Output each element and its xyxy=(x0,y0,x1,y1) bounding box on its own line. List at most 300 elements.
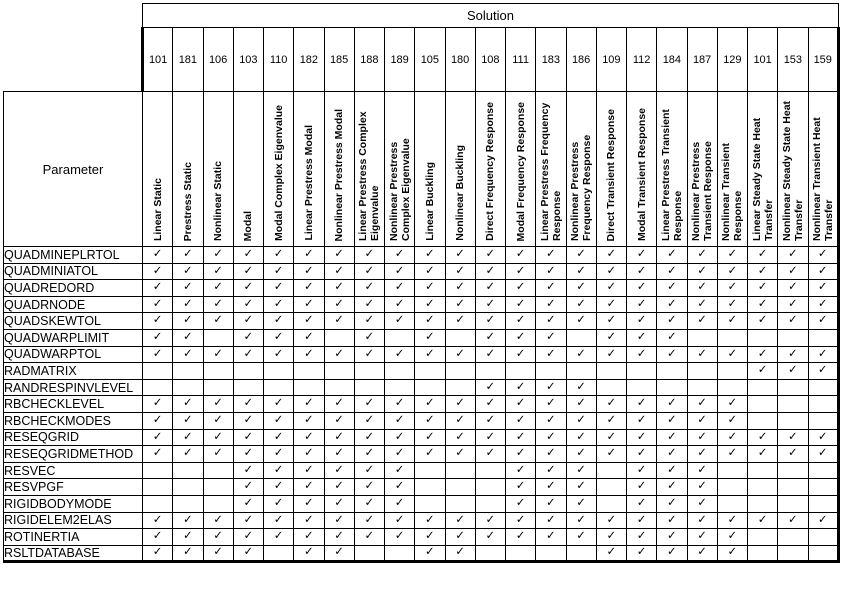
parameter-name: RIGIDELEM2ELAS xyxy=(4,512,143,529)
solution-name-label: Nonlinear Transient Response xyxy=(720,142,745,241)
empty-cell xyxy=(294,379,324,396)
check-cell: ✓ xyxy=(415,512,445,529)
corner-spacer xyxy=(4,4,143,28)
empty-cell xyxy=(445,462,475,479)
check-cell: ✓ xyxy=(233,446,263,463)
check-cell: ✓ xyxy=(203,512,233,529)
solution-name-cell xyxy=(778,92,808,247)
empty-cell xyxy=(173,479,203,496)
empty-cell xyxy=(233,363,263,380)
check-cell: ✓ xyxy=(233,346,263,363)
check-cell: ✓ xyxy=(233,396,263,413)
group-header-row xyxy=(4,4,839,28)
check-cell: ✓ xyxy=(748,247,778,264)
check-cell: ✓ xyxy=(717,529,747,546)
check-cell: ✓ xyxy=(264,280,294,297)
solution-name-label: Linear Static xyxy=(151,177,164,241)
check-cell: ✓ xyxy=(566,429,596,446)
check-cell: ✓ xyxy=(717,296,747,313)
check-cell: ✓ xyxy=(717,313,747,330)
check-cell: ✓ xyxy=(173,446,203,463)
check-cell: ✓ xyxy=(354,247,384,264)
empty-cell xyxy=(808,329,839,346)
check-cell: ✓ xyxy=(415,412,445,429)
check-cell: ✓ xyxy=(566,462,596,479)
check-cell: ✓ xyxy=(294,313,324,330)
empty-cell xyxy=(415,379,445,396)
check-cell: ✓ xyxy=(264,296,294,313)
check-cell: ✓ xyxy=(415,529,445,546)
check-cell: ✓ xyxy=(566,296,596,313)
empty-cell xyxy=(203,479,233,496)
check-cell: ✓ xyxy=(627,280,657,297)
parameter-name: QUADWARPTOL xyxy=(4,346,143,363)
parameter-name: QUADWARPLIMIT xyxy=(4,329,143,346)
check-cell: ✓ xyxy=(566,379,596,396)
solution-name-cell xyxy=(354,92,384,247)
solution-name-label: Modal Complex Eigenvalue xyxy=(272,105,285,241)
check-cell: ✓ xyxy=(203,446,233,463)
check-cell: ✓ xyxy=(808,263,839,280)
parameter-name: RBCHECKLEVEL xyxy=(4,396,143,413)
solution-name-label: Modal Frequency Response xyxy=(514,101,527,241)
empty-cell xyxy=(748,479,778,496)
empty-cell xyxy=(445,379,475,396)
solution-code: 101 xyxy=(143,28,173,92)
check-cell: ✓ xyxy=(173,396,203,413)
check-cell: ✓ xyxy=(566,529,596,546)
check-cell: ✓ xyxy=(536,313,566,330)
check-cell: ✓ xyxy=(233,263,263,280)
check-cell: ✓ xyxy=(596,247,626,264)
check-cell: ✓ xyxy=(354,495,384,512)
solution-name-label: Linear Prestress Modal xyxy=(302,125,315,241)
empty-cell xyxy=(717,329,747,346)
check-cell: ✓ xyxy=(264,247,294,264)
solution-name-cell xyxy=(687,92,717,247)
check-cell: ✓ xyxy=(536,396,566,413)
check-cell: ✓ xyxy=(475,247,505,264)
check-cell: ✓ xyxy=(536,247,566,264)
empty-cell xyxy=(717,379,747,396)
check-cell: ✓ xyxy=(143,247,173,264)
empty-cell xyxy=(445,363,475,380)
parameter-row xyxy=(4,446,839,463)
solution-group-header: Solution xyxy=(143,4,839,28)
parameter-name: RADMATRIX xyxy=(4,363,143,380)
solution-name-cell xyxy=(566,92,596,247)
empty-cell xyxy=(203,495,233,512)
check-cell: ✓ xyxy=(717,263,747,280)
check-cell: ✓ xyxy=(173,247,203,264)
solution-name-cell xyxy=(748,92,778,247)
check-cell: ✓ xyxy=(687,512,717,529)
solution-name-label: Nonlinear Prestress Transient Response xyxy=(690,141,715,241)
check-cell: ✓ xyxy=(596,329,626,346)
check-cell: ✓ xyxy=(354,329,384,346)
empty-cell xyxy=(294,363,324,380)
check-cell: ✓ xyxy=(475,379,505,396)
solution-name-cell xyxy=(717,92,747,247)
check-cell: ✓ xyxy=(233,462,263,479)
check-cell: ✓ xyxy=(385,512,415,529)
solution-name-cell xyxy=(324,92,354,247)
check-cell: ✓ xyxy=(687,446,717,463)
empty-cell xyxy=(566,329,596,346)
check-cell: ✓ xyxy=(717,280,747,297)
empty-cell xyxy=(717,363,747,380)
check-cell: ✓ xyxy=(748,363,778,380)
solution-name-label: Nonlinear Prestress Frequency Response xyxy=(569,134,594,241)
check-cell: ✓ xyxy=(264,412,294,429)
check-cell: ✓ xyxy=(536,495,566,512)
check-cell: ✓ xyxy=(506,329,536,346)
check-cell: ✓ xyxy=(445,247,475,264)
empty-cell xyxy=(475,363,505,380)
parameter-name: RIGIDBODYMODE xyxy=(4,495,143,512)
solution-code: 185 xyxy=(324,28,354,92)
check-cell: ✓ xyxy=(385,396,415,413)
check-cell: ✓ xyxy=(264,495,294,512)
check-cell: ✓ xyxy=(294,429,324,446)
check-cell: ✓ xyxy=(143,313,173,330)
check-cell: ✓ xyxy=(264,263,294,280)
check-cell: ✓ xyxy=(627,346,657,363)
check-cell: ✓ xyxy=(475,412,505,429)
check-cell: ✓ xyxy=(596,313,626,330)
check-cell: ✓ xyxy=(354,429,384,446)
check-cell: ✓ xyxy=(717,446,747,463)
check-cell: ✓ xyxy=(143,263,173,280)
check-cell: ✓ xyxy=(657,263,687,280)
parameter-name: RBCHECKMODES xyxy=(4,412,143,429)
check-cell: ✓ xyxy=(294,296,324,313)
check-cell: ✓ xyxy=(385,412,415,429)
check-cell: ✓ xyxy=(385,446,415,463)
check-cell: ✓ xyxy=(566,263,596,280)
check-cell: ✓ xyxy=(233,412,263,429)
check-cell: ✓ xyxy=(415,247,445,264)
check-cell: ✓ xyxy=(203,296,233,313)
check-cell: ✓ xyxy=(294,263,324,280)
check-cell: ✓ xyxy=(627,512,657,529)
empty-cell xyxy=(506,545,536,562)
check-cell: ✓ xyxy=(264,529,294,546)
check-cell: ✓ xyxy=(627,495,657,512)
check-cell: ✓ xyxy=(627,263,657,280)
empty-cell xyxy=(415,363,445,380)
solution-code: 184 xyxy=(657,28,687,92)
parameter-name: ROTINERTIA xyxy=(4,529,143,546)
check-cell: ✓ xyxy=(324,529,354,546)
check-cell: ✓ xyxy=(324,280,354,297)
check-cell: ✓ xyxy=(415,263,445,280)
solution-name-cell xyxy=(808,92,839,247)
parameter-row xyxy=(4,495,839,512)
solution-code: 111 xyxy=(506,28,536,92)
solution-name-label: Nonlinear Static xyxy=(212,161,225,241)
parameter-row xyxy=(4,280,839,297)
empty-cell xyxy=(748,462,778,479)
empty-cell xyxy=(536,363,566,380)
empty-cell xyxy=(657,363,687,380)
solution-name-label: Linear Steady State Heat Transfer xyxy=(750,117,775,241)
check-cell: ✓ xyxy=(778,280,808,297)
check-cell: ✓ xyxy=(294,396,324,413)
check-cell: ✓ xyxy=(506,263,536,280)
solution-code: 108 xyxy=(475,28,505,92)
empty-cell xyxy=(475,479,505,496)
empty-cell xyxy=(475,462,505,479)
check-cell: ✓ xyxy=(203,263,233,280)
check-cell: ✓ xyxy=(687,263,717,280)
check-cell: ✓ xyxy=(294,247,324,264)
check-cell: ✓ xyxy=(233,495,263,512)
solution-name-label: Modal Transient Response xyxy=(635,107,648,241)
check-cell: ✓ xyxy=(354,479,384,496)
check-cell: ✓ xyxy=(687,412,717,429)
solution-name-cell xyxy=(657,92,687,247)
check-cell: ✓ xyxy=(324,479,354,496)
parameter-row xyxy=(4,247,839,264)
solution-parameter-matrix xyxy=(3,3,840,563)
empty-cell xyxy=(203,379,233,396)
check-cell: ✓ xyxy=(203,529,233,546)
check-cell: ✓ xyxy=(627,529,657,546)
check-cell: ✓ xyxy=(385,346,415,363)
check-cell: ✓ xyxy=(445,512,475,529)
empty-cell xyxy=(808,379,839,396)
check-cell: ✓ xyxy=(415,346,445,363)
check-cell: ✓ xyxy=(385,462,415,479)
empty-cell xyxy=(687,379,717,396)
check-cell: ✓ xyxy=(143,412,173,429)
parameter-name: QUADRNODE xyxy=(4,296,143,313)
check-cell: ✓ xyxy=(445,296,475,313)
check-cell: ✓ xyxy=(627,462,657,479)
check-cell: ✓ xyxy=(264,512,294,529)
empty-cell xyxy=(324,363,354,380)
check-cell: ✓ xyxy=(233,545,263,562)
parameter-name: RESVPGF xyxy=(4,479,143,496)
empty-cell xyxy=(748,379,778,396)
solution-code: 159 xyxy=(808,28,839,92)
empty-cell xyxy=(385,545,415,562)
check-cell: ✓ xyxy=(264,446,294,463)
check-cell: ✓ xyxy=(506,412,536,429)
solution-name-cell xyxy=(203,92,233,247)
empty-cell xyxy=(778,495,808,512)
check-cell: ✓ xyxy=(475,529,505,546)
check-cell: ✓ xyxy=(687,396,717,413)
check-cell: ✓ xyxy=(173,545,203,562)
check-cell: ✓ xyxy=(778,429,808,446)
check-cell: ✓ xyxy=(717,512,747,529)
empty-cell xyxy=(778,462,808,479)
check-cell: ✓ xyxy=(445,263,475,280)
solution-code: 183 xyxy=(536,28,566,92)
empty-cell xyxy=(415,462,445,479)
check-cell: ✓ xyxy=(415,446,445,463)
check-cell: ✓ xyxy=(596,446,626,463)
check-cell: ✓ xyxy=(506,313,536,330)
solution-code: 129 xyxy=(717,28,747,92)
parameter-row xyxy=(4,479,839,496)
empty-cell xyxy=(354,545,384,562)
check-cell: ✓ xyxy=(748,446,778,463)
check-cell: ✓ xyxy=(627,313,657,330)
check-cell: ✓ xyxy=(475,512,505,529)
check-cell: ✓ xyxy=(354,512,384,529)
parameter-row xyxy=(4,263,839,280)
check-cell: ✓ xyxy=(808,247,839,264)
empty-cell xyxy=(203,462,233,479)
check-cell: ✓ xyxy=(294,346,324,363)
check-cell: ✓ xyxy=(173,263,203,280)
parameter-row xyxy=(4,462,839,479)
check-cell: ✓ xyxy=(627,446,657,463)
empty-cell xyxy=(748,396,778,413)
check-cell: ✓ xyxy=(687,346,717,363)
check-cell: ✓ xyxy=(596,296,626,313)
empty-cell xyxy=(808,396,839,413)
check-cell: ✓ xyxy=(506,479,536,496)
check-cell: ✓ xyxy=(657,396,687,413)
check-cell: ✓ xyxy=(778,263,808,280)
check-cell: ✓ xyxy=(687,479,717,496)
check-cell: ✓ xyxy=(596,346,626,363)
solution-code: 181 xyxy=(173,28,203,92)
check-cell: ✓ xyxy=(354,263,384,280)
check-cell: ✓ xyxy=(203,346,233,363)
check-cell: ✓ xyxy=(143,296,173,313)
check-cell: ✓ xyxy=(657,412,687,429)
check-cell: ✓ xyxy=(143,280,173,297)
check-cell: ✓ xyxy=(324,296,354,313)
check-cell: ✓ xyxy=(203,545,233,562)
empty-cell xyxy=(385,379,415,396)
solution-name-label: Nonlinear Transient Heat Transfer xyxy=(810,117,835,241)
check-cell: ✓ xyxy=(143,446,173,463)
solution-name-label: Prestress Static xyxy=(181,161,194,241)
parameter-row xyxy=(4,396,839,413)
check-cell: ✓ xyxy=(596,396,626,413)
check-cell: ✓ xyxy=(354,280,384,297)
check-cell: ✓ xyxy=(808,512,839,529)
check-cell: ✓ xyxy=(657,446,687,463)
check-cell: ✓ xyxy=(748,346,778,363)
check-cell: ✓ xyxy=(536,379,566,396)
check-cell: ✓ xyxy=(566,412,596,429)
empty-cell xyxy=(445,479,475,496)
empty-cell xyxy=(173,495,203,512)
check-cell: ✓ xyxy=(143,529,173,546)
check-cell: ✓ xyxy=(687,545,717,562)
check-cell: ✓ xyxy=(445,529,475,546)
check-cell: ✓ xyxy=(354,462,384,479)
check-cell: ✓ xyxy=(506,296,536,313)
solution-name-cell xyxy=(627,92,657,247)
empty-cell xyxy=(173,379,203,396)
solution-name-label: Linear Prestress Transient Response xyxy=(659,109,684,241)
empty-cell xyxy=(808,495,839,512)
check-cell: ✓ xyxy=(627,396,657,413)
solution-name-label: Linear Prestress Frequency Response xyxy=(538,102,563,241)
check-cell: ✓ xyxy=(566,247,596,264)
solution-name-label: Nonlinear Buckling xyxy=(454,145,467,241)
check-cell: ✓ xyxy=(778,346,808,363)
solution-code: 103 xyxy=(233,28,263,92)
empty-cell xyxy=(475,495,505,512)
empty-cell xyxy=(264,379,294,396)
check-cell: ✓ xyxy=(475,263,505,280)
check-cell: ✓ xyxy=(748,263,778,280)
check-cell: ✓ xyxy=(354,313,384,330)
check-cell: ✓ xyxy=(657,346,687,363)
check-cell: ✓ xyxy=(294,495,324,512)
empty-cell xyxy=(778,479,808,496)
empty-cell xyxy=(173,363,203,380)
check-cell: ✓ xyxy=(506,396,536,413)
corner-spacer xyxy=(4,28,143,92)
empty-cell xyxy=(717,479,747,496)
empty-cell xyxy=(173,462,203,479)
solution-name-cell xyxy=(385,92,415,247)
solution-code: 109 xyxy=(596,28,626,92)
check-cell: ✓ xyxy=(475,296,505,313)
check-cell: ✓ xyxy=(657,512,687,529)
check-cell: ✓ xyxy=(445,429,475,446)
check-cell: ✓ xyxy=(475,346,505,363)
check-cell: ✓ xyxy=(143,545,173,562)
solution-name-cell xyxy=(596,92,626,247)
check-cell: ✓ xyxy=(415,396,445,413)
check-cell: ✓ xyxy=(445,412,475,429)
check-cell: ✓ xyxy=(536,263,566,280)
solution-name-cell xyxy=(415,92,445,247)
check-cell: ✓ xyxy=(778,296,808,313)
check-cell: ✓ xyxy=(657,280,687,297)
check-cell: ✓ xyxy=(506,462,536,479)
check-cell: ✓ xyxy=(687,247,717,264)
empty-cell xyxy=(627,363,657,380)
check-cell: ✓ xyxy=(717,545,747,562)
check-cell: ✓ xyxy=(264,396,294,413)
check-cell: ✓ xyxy=(657,462,687,479)
check-cell: ✓ xyxy=(808,429,839,446)
check-cell: ✓ xyxy=(506,247,536,264)
check-cell: ✓ xyxy=(324,462,354,479)
check-cell: ✓ xyxy=(566,495,596,512)
parameter-row xyxy=(4,412,839,429)
empty-cell xyxy=(385,329,415,346)
check-cell: ✓ xyxy=(596,412,626,429)
empty-cell xyxy=(596,462,626,479)
empty-cell xyxy=(717,495,747,512)
check-cell: ✓ xyxy=(596,512,626,529)
check-cell: ✓ xyxy=(657,545,687,562)
check-cell: ✓ xyxy=(717,412,747,429)
parameter-name: QUADREDORD xyxy=(4,280,143,297)
empty-cell xyxy=(748,329,778,346)
empty-cell xyxy=(143,363,173,380)
solution-name-cell xyxy=(294,92,324,247)
check-cell: ✓ xyxy=(445,346,475,363)
check-cell: ✓ xyxy=(294,412,324,429)
check-cell: ✓ xyxy=(324,446,354,463)
parameter-row xyxy=(4,346,839,363)
empty-cell xyxy=(596,479,626,496)
